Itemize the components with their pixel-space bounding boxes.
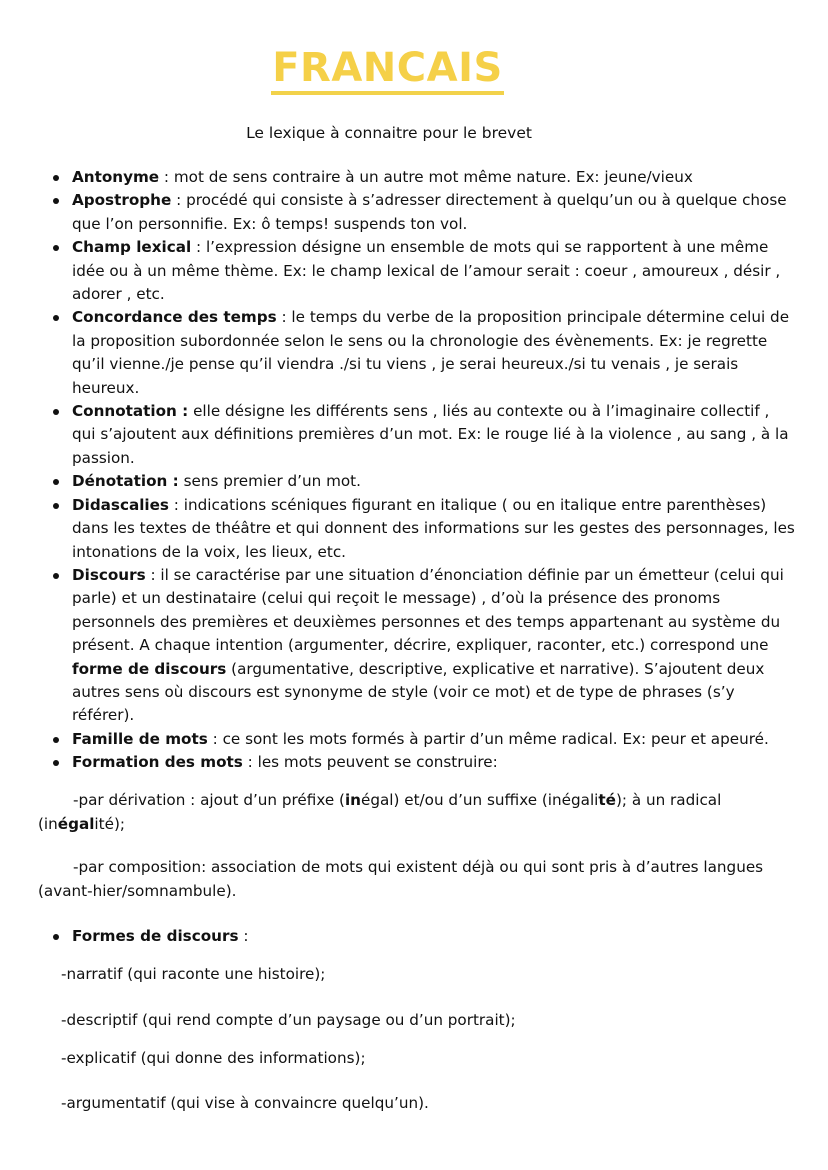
form-explicatif: -explicatif (qui donne des informations); — [61, 1049, 366, 1067]
term-concordance: Concordance des temps : le temps du verbe de la proposition principale détermine celui de la proposition subordonnée selon le sens ou la chronologie des évènements. Ex: je regrette qu’il vienne./je pense qu’il viendra ./si tu viens , je serai heureux./si tu venais , je serais heureux. — [50, 306, 795, 400]
form-narratif: -narratif (qui raconte une histoire); — [61, 965, 326, 983]
derivation-paragraph: -par dérivation : ajout d’un préfixe (inégal) et/ou d’un suffixe (inégalité); à un radical (inégalité); — [38, 791, 722, 833]
composition-paragraph: -par composition: association de mots qui existent déjà ou qui sont pris à d’autres langues (avant-hier/somnambule). — [38, 858, 764, 900]
title-text: FRANCAIS — [271, 45, 504, 95]
term-denotation: Dénotation : sens premier d’un mot. — [50, 470, 795, 493]
form-argumentatif: -argumentatif (qui vise à convaincre quelqu’un). — [61, 1094, 429, 1112]
term-formation-des-mots: Formation des mots : les mots peuvent se construire: — [50, 751, 795, 774]
term-antonyme: Antonyme : mot de sens contraire à un autre mot même nature. Ex: jeune/vieux — [50, 166, 795, 189]
term-apostrophe: Apostrophe : procédé qui consiste à s’adresser directement à quelqu’un ou à quelque chose que l’on personnifie. Ex: ô temps! suspends ton vol. — [50, 189, 795, 236]
term-famille-de-mots: Famille de mots : ce sont les mots formés à partir d’un même radical. Ex: peur et apeuré. — [50, 728, 795, 751]
form-descriptif: -descriptif (qui rend compte d’un paysage ou d’un portrait); — [61, 1011, 516, 1029]
lexicon-list — [50, 166, 795, 775]
formes-de-discours-heading: Formes de discours : — [50, 925, 248, 948]
page-title — [0, 42, 775, 94]
subtitle: Le lexique à connaitre pour le brevet — [246, 124, 532, 142]
term-didascalies: Didascalies : indications scéniques figurant en italique ( ou en italique entre parenthèses) dans les textes de théâtre et qui donnent des informations sur les gestes des personnages, les intonations de la voix, les lieux, etc. — [50, 494, 795, 564]
term-discours: Discours : il se caractérise par une situation d’énonciation définie par un émetteur (celui qui parle) et un destinataire (celui qui reçoit le message) , d’où la présence des pronoms personnels des premières et deuxièmes personnes et des temps appartenant au système du présent. A chaque intention (argumenter, décrire, expliquer, raconter, etc.) correspond une forme de discours (argumentative, descriptive, explicative et narrative). S’ajoutent deux autres sens où discours est synonyme de style (voir ce mot) et de type de phrases (s’y référer). — [50, 564, 795, 728]
term-champ-lexical: Champ lexical : l’expression désigne un ensemble de mots qui se rapportent à une même idée ou à un même thème. Ex: le champ lexical de l’amour serait : coeur , amoureux , désir , adorer , etc. — [50, 236, 795, 306]
term-connotation: Connotation : elle désigne les différents sens , liés au contexte ou à l’imaginaire collectif , qui s’ajoutent aux définitions premières d’un mot. Ex: le rouge lié à la violence , au sang , à la passion. — [50, 400, 795, 470]
